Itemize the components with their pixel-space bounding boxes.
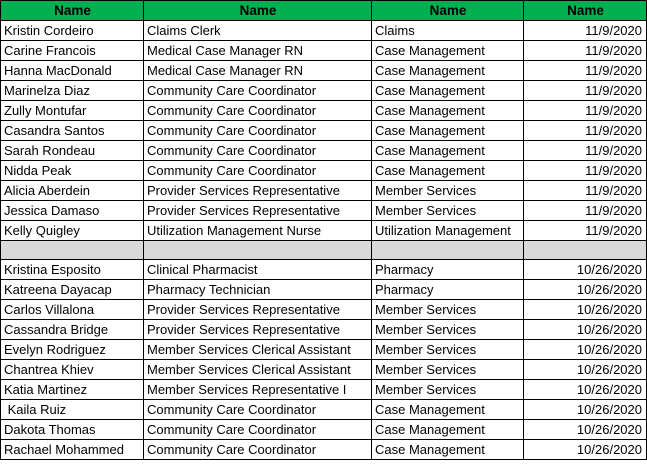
- cell-name[interactable]: Carlos Villalona: [1, 300, 144, 320]
- cell-name[interactable]: Dakota Thomas: [1, 420, 144, 440]
- cell-name[interactable]: Marinelza Diaz: [1, 81, 144, 101]
- cell-name[interactable]: Katia Martinez: [1, 380, 144, 400]
- cell-date[interactable]: 11/9/2020: [524, 201, 647, 221]
- cell-department[interactable]: Case Management: [372, 101, 524, 121]
- cell-date[interactable]: 10/26/2020: [524, 420, 647, 440]
- table-row: [1, 21, 647, 41]
- cell-title[interactable]: [144, 241, 372, 260]
- cell-date[interactable]: 11/9/2020: [524, 141, 647, 161]
- table-row: [1, 260, 647, 280]
- cell-department[interactable]: Member Services: [372, 360, 524, 380]
- table-row: [1, 81, 647, 101]
- cell-title[interactable]: Member Services Representative I: [144, 380, 372, 400]
- cell-title[interactable]: Community Care Coordinator: [144, 400, 372, 420]
- cell-department[interactable]: Case Management: [372, 61, 524, 81]
- cell-date[interactable]: 10/26/2020: [524, 440, 647, 460]
- header-cell-title[interactable]: Name: [144, 1, 372, 21]
- cell-department[interactable]: Member Services: [372, 320, 524, 340]
- cell-name[interactable]: Carine Francois: [1, 41, 144, 61]
- cell-name[interactable]: Zully Montufar: [1, 101, 144, 121]
- cell-title[interactable]: Community Care Coordinator: [144, 101, 372, 121]
- table-row: [1, 280, 647, 300]
- cell-title[interactable]: Provider Services Representative: [144, 320, 372, 340]
- cell-department[interactable]: Member Services: [372, 181, 524, 201]
- cell-name[interactable]: [1, 241, 144, 260]
- cell-date[interactable]: 11/9/2020: [524, 41, 647, 61]
- cell-title[interactable]: Claims Clerk: [144, 21, 372, 41]
- cell-date[interactable]: 11/9/2020: [524, 161, 647, 181]
- cell-date[interactable]: [524, 241, 647, 260]
- cell-title[interactable]: Community Care Coordinator: [144, 141, 372, 161]
- cell-title[interactable]: Provider Services Representative: [144, 300, 372, 320]
- table-row: [1, 300, 647, 320]
- cell-date[interactable]: 10/26/2020: [524, 360, 647, 380]
- cell-title[interactable]: Pharmacy Technician: [144, 280, 372, 300]
- separator-row: [1, 241, 647, 260]
- cell-department[interactable]: [372, 241, 524, 260]
- cell-title[interactable]: Community Care Coordinator: [144, 440, 372, 460]
- cell-department[interactable]: Case Management: [372, 41, 524, 61]
- cell-department[interactable]: Pharmacy: [372, 260, 524, 280]
- cell-title[interactable]: Provider Services Representative: [144, 201, 372, 221]
- table-row: [1, 181, 647, 201]
- cell-date[interactable]: 11/9/2020: [524, 21, 647, 41]
- cell-date[interactable]: 10/26/2020: [524, 260, 647, 280]
- table-row: [1, 340, 647, 360]
- table-row: [1, 420, 647, 440]
- cell-title[interactable]: Medical Case Manager RN: [144, 41, 372, 61]
- cell-date[interactable]: 10/26/2020: [524, 280, 647, 300]
- cell-name[interactable]: Cassandra Bridge: [1, 320, 144, 340]
- cell-department[interactable]: Case Management: [372, 420, 524, 440]
- cell-department[interactable]: Pharmacy: [372, 280, 524, 300]
- cell-date[interactable]: 10/26/2020: [524, 400, 647, 420]
- cell-department[interactable]: Member Services: [372, 201, 524, 221]
- cell-date[interactable]: 10/26/2020: [524, 320, 647, 340]
- cell-name[interactable]: Evelyn Rodriguez: [1, 340, 144, 360]
- cell-title[interactable]: Community Care Coordinator: [144, 81, 372, 101]
- cell-date[interactable]: 11/9/2020: [524, 81, 647, 101]
- table-row: [1, 41, 647, 61]
- table-row: [1, 320, 647, 340]
- cell-date[interactable]: 10/26/2020: [524, 340, 647, 360]
- cell-title[interactable]: Community Care Coordinator: [144, 420, 372, 440]
- cell-title[interactable]: Community Care Coordinator: [144, 161, 372, 181]
- cell-name[interactable]: Kaila Ruiz: [1, 400, 144, 420]
- cell-name[interactable]: Rachael Mohammed: [1, 440, 144, 460]
- table-row: [1, 141, 647, 161]
- cell-name[interactable]: Casandra Santos: [1, 121, 144, 141]
- cell-name[interactable]: Kristina Esposito: [1, 260, 144, 280]
- table-row: [1, 101, 647, 121]
- cell-department[interactable]: Case Management: [372, 161, 524, 181]
- cell-name[interactable]: Katreena Dayacap: [1, 280, 144, 300]
- table-row: [1, 360, 647, 380]
- table-row: [1, 61, 647, 81]
- cell-name[interactable]: Kelly Quigley: [1, 221, 144, 241]
- cell-date[interactable]: 11/9/2020: [524, 121, 647, 141]
- header-cell-date[interactable]: Name: [524, 1, 647, 21]
- cell-department[interactable]: Case Management: [372, 141, 524, 161]
- cell-title[interactable]: Provider Services Representative: [144, 181, 372, 201]
- table-row: [1, 440, 647, 460]
- cell-department[interactable]: Case Management: [372, 440, 524, 460]
- table-row: [1, 380, 647, 400]
- table-row: [1, 400, 647, 420]
- cell-department[interactable]: Case Management: [372, 121, 524, 141]
- cell-department[interactable]: Utilization Management: [372, 221, 524, 241]
- cell-department[interactable]: Member Services: [372, 340, 524, 360]
- cell-date[interactable]: 11/9/2020: [524, 61, 647, 81]
- cell-department[interactable]: Case Management: [372, 400, 524, 420]
- cell-name[interactable]: Chantrea Khiev: [1, 360, 144, 380]
- cell-title[interactable]: Member Services Clerical Assistant: [144, 360, 372, 380]
- table-row: [1, 161, 647, 181]
- cell-name[interactable]: Hanna MacDonald: [1, 61, 144, 81]
- cell-name[interactable]: Jessica Damaso: [1, 201, 144, 221]
- cell-name[interactable]: Sarah Rondeau: [1, 141, 144, 161]
- table-row: [1, 121, 647, 141]
- cell-date[interactable]: 10/26/2020: [524, 300, 647, 320]
- cell-name[interactable]: Nidda Peak: [1, 161, 144, 181]
- cell-department[interactable]: Member Services: [372, 380, 524, 400]
- cell-date[interactable]: 11/9/2020: [524, 221, 647, 241]
- header-cell-name[interactable]: Name: [1, 1, 144, 21]
- table-row: [1, 201, 647, 221]
- header-row: [1, 1, 647, 21]
- cell-title[interactable]: Community Care Coordinator: [144, 121, 372, 141]
- cell-date[interactable]: 10/26/2020: [524, 380, 647, 400]
- cell-department[interactable]: Claims: [372, 21, 524, 41]
- cell-department[interactable]: Member Services: [372, 300, 524, 320]
- table-body: [1, 21, 647, 460]
- table-row: [1, 221, 647, 241]
- cell-date[interactable]: 11/9/2020: [524, 181, 647, 201]
- cell-date[interactable]: 11/9/2020: [524, 101, 647, 121]
- cell-name[interactable]: Kristin Cordeiro: [1, 21, 144, 41]
- cell-title[interactable]: Clinical Pharmacist: [144, 260, 372, 280]
- cell-title[interactable]: Utilization Management Nurse: [144, 221, 372, 241]
- cell-department[interactable]: Case Management: [372, 81, 524, 101]
- cell-title[interactable]: Member Services Clerical Assistant: [144, 340, 372, 360]
- cell-name[interactable]: Alicia Aberdein: [1, 181, 144, 201]
- cell-title[interactable]: Medical Case Manager RN: [144, 61, 372, 81]
- table-header: [1, 1, 647, 21]
- header-cell-department[interactable]: Name: [372, 1, 524, 21]
